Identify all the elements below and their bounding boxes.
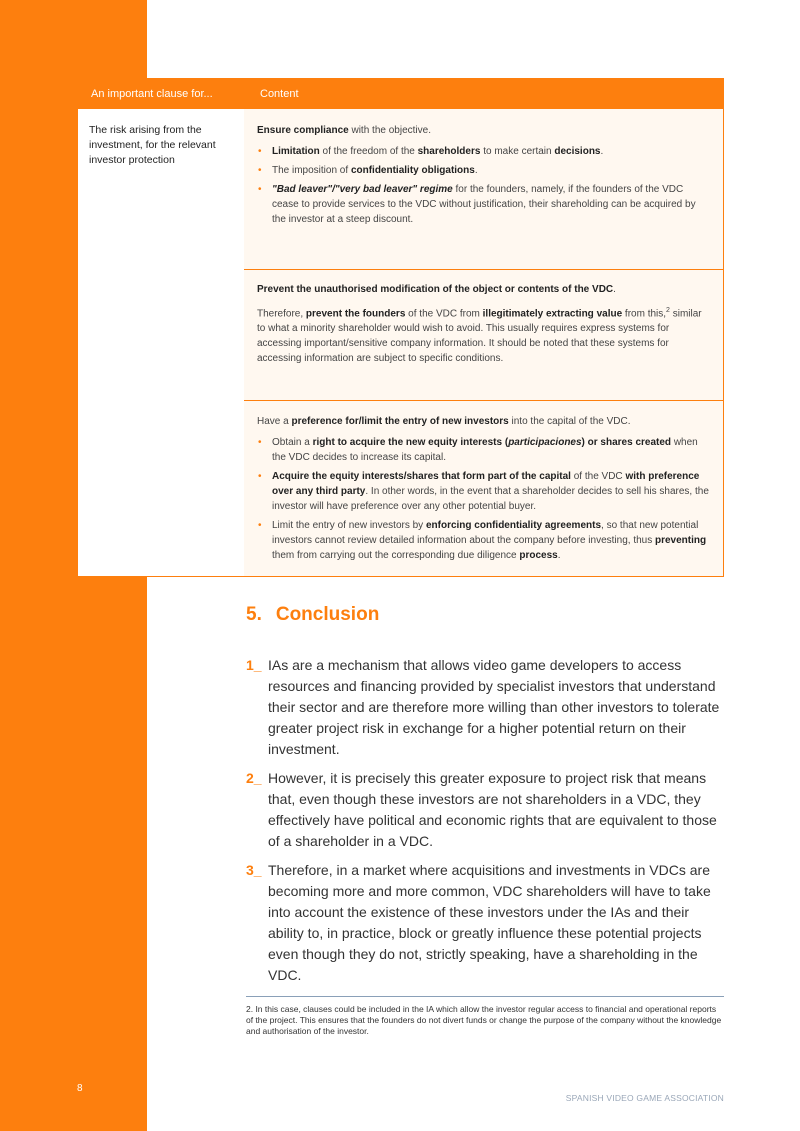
section-heading xyxy=(246,604,379,626)
text: into the capital of the VDC. xyxy=(508,416,631,427)
header-clause: An important clause for... xyxy=(91,88,213,100)
text: . xyxy=(600,146,604,157)
text-bold: process xyxy=(519,550,558,561)
page-number: 8 xyxy=(77,1083,83,1094)
text: to make certain xyxy=(480,146,555,157)
text: of the VDC xyxy=(570,471,626,482)
footnote: 2. In this case, clauses could be included in the IA which allow the investor regular access to financial and operational reports of the project. This ensures that the founders do not divert funds or change the purpose of the company without the knowledge and authorisation of the investor. xyxy=(246,1004,722,1036)
text: The imposition of xyxy=(272,165,351,176)
section-prevent-modification xyxy=(244,282,723,372)
text: similar to what a minority shareholder would wish to avoid. This usually requires express systems for accessing important/sensitive company information. It should be noted that these systems for accessing information are subject to specific conditions. xyxy=(257,308,702,365)
text: Have a xyxy=(257,416,292,427)
list-item xyxy=(246,768,726,852)
footer-organization: SPANISH VIDEO GAME ASSOCIATION xyxy=(565,1093,724,1103)
section-lead xyxy=(257,123,709,138)
bullet-list xyxy=(257,435,709,563)
table-header xyxy=(78,79,723,109)
bullet-list xyxy=(257,144,709,227)
text: from this, xyxy=(622,308,667,320)
row-label: The risk arising from the investment, for the relevant investor protection xyxy=(89,124,216,166)
list-item xyxy=(257,182,709,227)
text: . xyxy=(474,165,478,176)
item-marker: 2_ xyxy=(246,770,262,786)
section-title: Conclusion xyxy=(275,604,380,625)
text-bold: ) or shares created xyxy=(581,437,672,448)
section-paragraph xyxy=(257,303,709,366)
text-bold: illegitimately extracting value xyxy=(482,308,623,320)
text-bold: right to acquire the new equity interests ( xyxy=(312,437,509,448)
conclusion-list xyxy=(246,655,726,994)
text-bold: with preference over any third party xyxy=(272,471,700,497)
text: of the freedom of the xyxy=(319,146,418,157)
section-compliance xyxy=(244,123,723,231)
text-bold-italic: "Bad leaver"/"very bad leaver" regime xyxy=(272,184,453,195)
text-bold: Ensure compliance xyxy=(257,125,349,136)
text-bold-italic: participaciones xyxy=(508,437,582,448)
item-text: However, it is precisely this greater exposure to project risk that means that, even though these investors are not shareholders in a VDC, they effectively have political and economic rights that are equivalent to those of a shareholder in a VDC. xyxy=(268,770,717,849)
text: Limit the entry of new investors by xyxy=(272,520,426,531)
text: when the VDC decides to increase its capital. xyxy=(272,437,698,463)
text: Therefore, xyxy=(257,308,306,320)
text-bold: Limitation xyxy=(272,146,320,157)
text-bold: decisions xyxy=(554,146,601,157)
text-bold: preference for/limit the entry of new investors xyxy=(291,416,509,427)
text: . In other words, in the event that a shareholder decides to sell his shares, the investor will have preference over any other potential buyer. xyxy=(272,486,709,512)
list-item xyxy=(257,518,709,563)
text: of the VDC from xyxy=(405,308,483,320)
section-number: 5. xyxy=(246,604,262,625)
row-separator xyxy=(244,269,723,270)
text-bold: shareholders xyxy=(417,146,481,157)
list-item xyxy=(246,655,726,760)
section-new-investors xyxy=(244,414,723,567)
bullet-dot-icon: • xyxy=(258,184,262,195)
text-bold: Prevent the unauthorised modification of the object or contents of the VDC xyxy=(257,284,614,295)
bullet-dot-icon: • xyxy=(258,146,262,157)
text-bold: enforcing confidentiality agreements xyxy=(425,520,602,531)
bullet-dot-icon: • xyxy=(258,520,262,531)
text-bold: Acquire the equity interests/shares that form part of the capital xyxy=(272,471,571,482)
item-marker: 1_ xyxy=(246,657,262,673)
header-content: Content xyxy=(260,88,299,100)
bullet-dot-icon: • xyxy=(258,471,262,482)
list-item xyxy=(257,163,709,178)
text: . xyxy=(557,550,561,561)
item-text: Therefore, in a market where acquisitions and investments in VDCs are becoming more and more common, VDC shareholders will have to take into account the existence of these investors under the IAs and their ability to, in practice, block or greatly influence these potential projects even though they do not, strictly speaking, have a shareholding in the VDC. xyxy=(268,862,711,983)
footnote-divider xyxy=(246,996,724,997)
section-lead xyxy=(257,282,709,297)
clause-table xyxy=(77,78,724,577)
item-text: IAs are a mechanism that allows video game developers to access resources and financing provided by specialist investors that understand their sector and are therefore more willing than other investors to tolerate greater project risk in exchange for a higher potential return on their investment. xyxy=(268,657,720,757)
text-bold: prevent the founders xyxy=(305,308,406,320)
content-cell xyxy=(244,109,723,576)
text: with the objective. xyxy=(348,125,431,136)
item-marker: 3_ xyxy=(246,862,262,878)
bullet-dot-icon: • xyxy=(258,165,262,176)
text-bold: preventing xyxy=(655,535,707,546)
list-item xyxy=(257,469,709,514)
list-item xyxy=(257,144,709,159)
text-bold: confidentiality obligations xyxy=(350,165,475,176)
section-lead xyxy=(257,414,709,429)
row-separator xyxy=(244,400,723,401)
bullet-dot-icon: • xyxy=(258,437,262,448)
list-item xyxy=(257,435,709,465)
text: , so that new potential investors cannot review detailed information about the company before investing, thus xyxy=(272,520,699,546)
row-label-cell xyxy=(78,109,244,576)
text: Obtain a xyxy=(272,437,313,448)
footnote-ref: 2 xyxy=(666,307,670,314)
list-item xyxy=(246,860,726,986)
text: . xyxy=(613,284,616,295)
text: them from carrying out the corresponding due diligence xyxy=(272,550,520,561)
text: for the founders, namely, if the founders of the VDC cease to provide services to the VDC without justification, their shareholding can be acquired by the investor at a steep discount. xyxy=(272,184,696,225)
